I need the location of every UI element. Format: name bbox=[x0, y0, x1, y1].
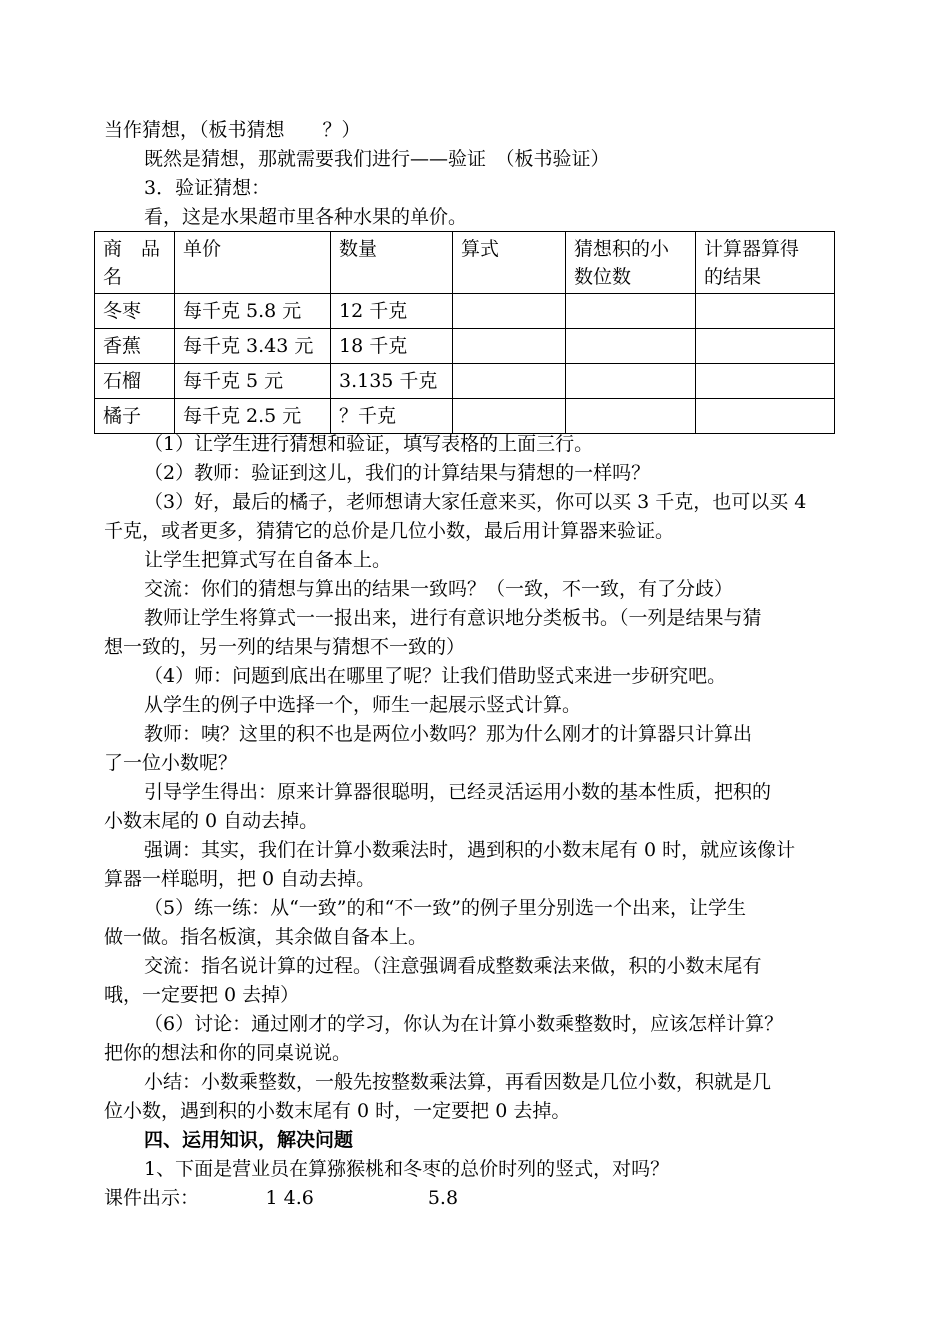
table-cell bbox=[453, 399, 566, 434]
table-cell: ？千克 bbox=[331, 399, 453, 434]
body-text-block bbox=[104, 430, 850, 1213]
table-cell: 18 千克 bbox=[331, 329, 453, 364]
table-cell bbox=[566, 399, 696, 434]
intro-line: 当作猜想，（板书猜想 ？） bbox=[104, 119, 361, 141]
body-line: 哦，一定要把 0 去掉） bbox=[104, 984, 300, 1006]
body-line: 位小数，遇到积的小数末尾有 0 时，一定要把 0 去掉。 bbox=[104, 1100, 571, 1122]
table-row bbox=[95, 294, 835, 329]
intro-line: 3．验证猜想： bbox=[144, 177, 271, 199]
table-cell: 每千克 2.5 元 bbox=[175, 399, 331, 434]
body-line: 交流：指名说计算的过程。（注意强调看成整数乘法来做，积的小数末尾有 bbox=[144, 955, 762, 977]
body-line: 交流：你们的猜想与算出的结果一致吗？（一致，不一致，有了分歧） bbox=[144, 578, 734, 600]
table-cell: 每千克 5 元 bbox=[175, 364, 331, 399]
table-cell bbox=[696, 399, 835, 434]
table-cell bbox=[566, 364, 696, 399]
body-line: 强调：其实，我们在计算小数乘法时，遇到积的小数末尾有 0 时，就应该像计 bbox=[144, 839, 796, 861]
table-header-cell: 猜想积的小 数位数 bbox=[566, 232, 696, 294]
body-line: （2）教师：验证到这儿，我们的计算结果与猜想的一样吗？ bbox=[144, 462, 651, 484]
table-header-cell: 商 品 名 bbox=[95, 232, 175, 294]
section-heading: 四、运用知识，解决问题 bbox=[144, 1129, 354, 1151]
body-line: 了一位小数呢？ bbox=[104, 752, 238, 774]
body-line: 千克，或者更多，猜猜它的总价是几位小数，最后用计算器来验证。 bbox=[104, 520, 675, 542]
table-header-cell: 数量 bbox=[331, 232, 453, 294]
body-line: 引导学生得出：原来计算器很聪明，已经灵活运用小数的基本性质，把积的 bbox=[144, 781, 772, 803]
table-row bbox=[95, 399, 835, 434]
table-header-row bbox=[95, 232, 835, 294]
body-line: （1）让学生进行猜想和验证，填写表格的上面三行。 bbox=[144, 433, 594, 455]
table-cell: 每千克 5.8 元 bbox=[175, 294, 331, 329]
table-cell: 3.135 千克 bbox=[331, 364, 453, 399]
table-row bbox=[95, 364, 835, 399]
intro-line: 看，这是水果超市里各种水果的单价。 bbox=[144, 206, 468, 228]
table-header-cell: 单价 bbox=[175, 232, 331, 294]
table-cell: 每千克 3.43 元 bbox=[175, 329, 331, 364]
body-line: （3）好，最后的橘子，老师想请大家任意来买，你可以买 3 千克，也可以买 4 bbox=[144, 491, 807, 513]
fruit-price-table bbox=[94, 231, 835, 434]
body-line: 算器一样聪明，把 0 自动去掉。 bbox=[104, 868, 376, 890]
table-header-cell: 计算器算得 的结果 bbox=[696, 232, 835, 294]
body-line: （6）讨论：通过刚才的学习，你认为在计算小数乘整数时，应该怎样计算？ bbox=[144, 1013, 784, 1035]
table-cell bbox=[453, 329, 566, 364]
intro-block bbox=[104, 116, 850, 232]
table-cell bbox=[453, 364, 566, 399]
body-line: 课件出示： 1 4.6 5.8 bbox=[104, 1187, 459, 1209]
body-line: 教师：咦？这里的积不也是两位小数吗？那为什么刚才的计算器只计算出 bbox=[144, 723, 753, 745]
body-line: 1、下面是营业员在算猕猴桃和冬枣的总价时列的竖式，对吗？ bbox=[144, 1158, 670, 1180]
body-line: 从学生的例子中选择一个，师生一起展示竖式计算。 bbox=[144, 694, 582, 716]
body-line: 教师让学生将算式一一报出来，进行有意识地分类板书。（一列是结果与猜 bbox=[144, 607, 762, 629]
table-cell: 12 千克 bbox=[331, 294, 453, 329]
table-cell bbox=[696, 364, 835, 399]
table-cell bbox=[566, 329, 696, 364]
body-line: 小数末尾的 0 自动去掉。 bbox=[104, 810, 319, 832]
intro-line: 既然是猜想，那就需要我们进行——验证 （板书验证） bbox=[144, 148, 610, 170]
table-cell: 石榴 bbox=[95, 364, 175, 399]
table-cell: 冬枣 bbox=[95, 294, 175, 329]
body-line: （5）练一练：从“一致”的和“不一致”的例子里分别选一个出来，让学生 bbox=[144, 897, 746, 919]
body-line: （4）师：问题到底出在哪里了呢？让我们借助竖式来进一步研究吧。 bbox=[144, 665, 727, 687]
table-cell: 香蕉 bbox=[95, 329, 175, 364]
body-line: 让学生把算式写在自备本上。 bbox=[144, 549, 392, 571]
table-cell bbox=[696, 329, 835, 364]
table-header-cell: 算式 bbox=[453, 232, 566, 294]
table-cell bbox=[566, 294, 696, 329]
table-cell bbox=[453, 294, 566, 329]
body-line: 小结：小数乘整数，一般先按整数乘法算，再看因数是几位小数，积就是几 bbox=[144, 1071, 772, 1093]
table-cell bbox=[696, 294, 835, 329]
body-line: 做一做。指名板演，其余做自备本上。 bbox=[104, 926, 428, 948]
table-row bbox=[95, 329, 835, 364]
body-line: 把你的想法和你的同桌说说。 bbox=[104, 1042, 352, 1064]
table-cell: 橘子 bbox=[95, 399, 175, 434]
body-line: 想一致的，另一列的结果与猜想不一致的） bbox=[104, 636, 466, 658]
